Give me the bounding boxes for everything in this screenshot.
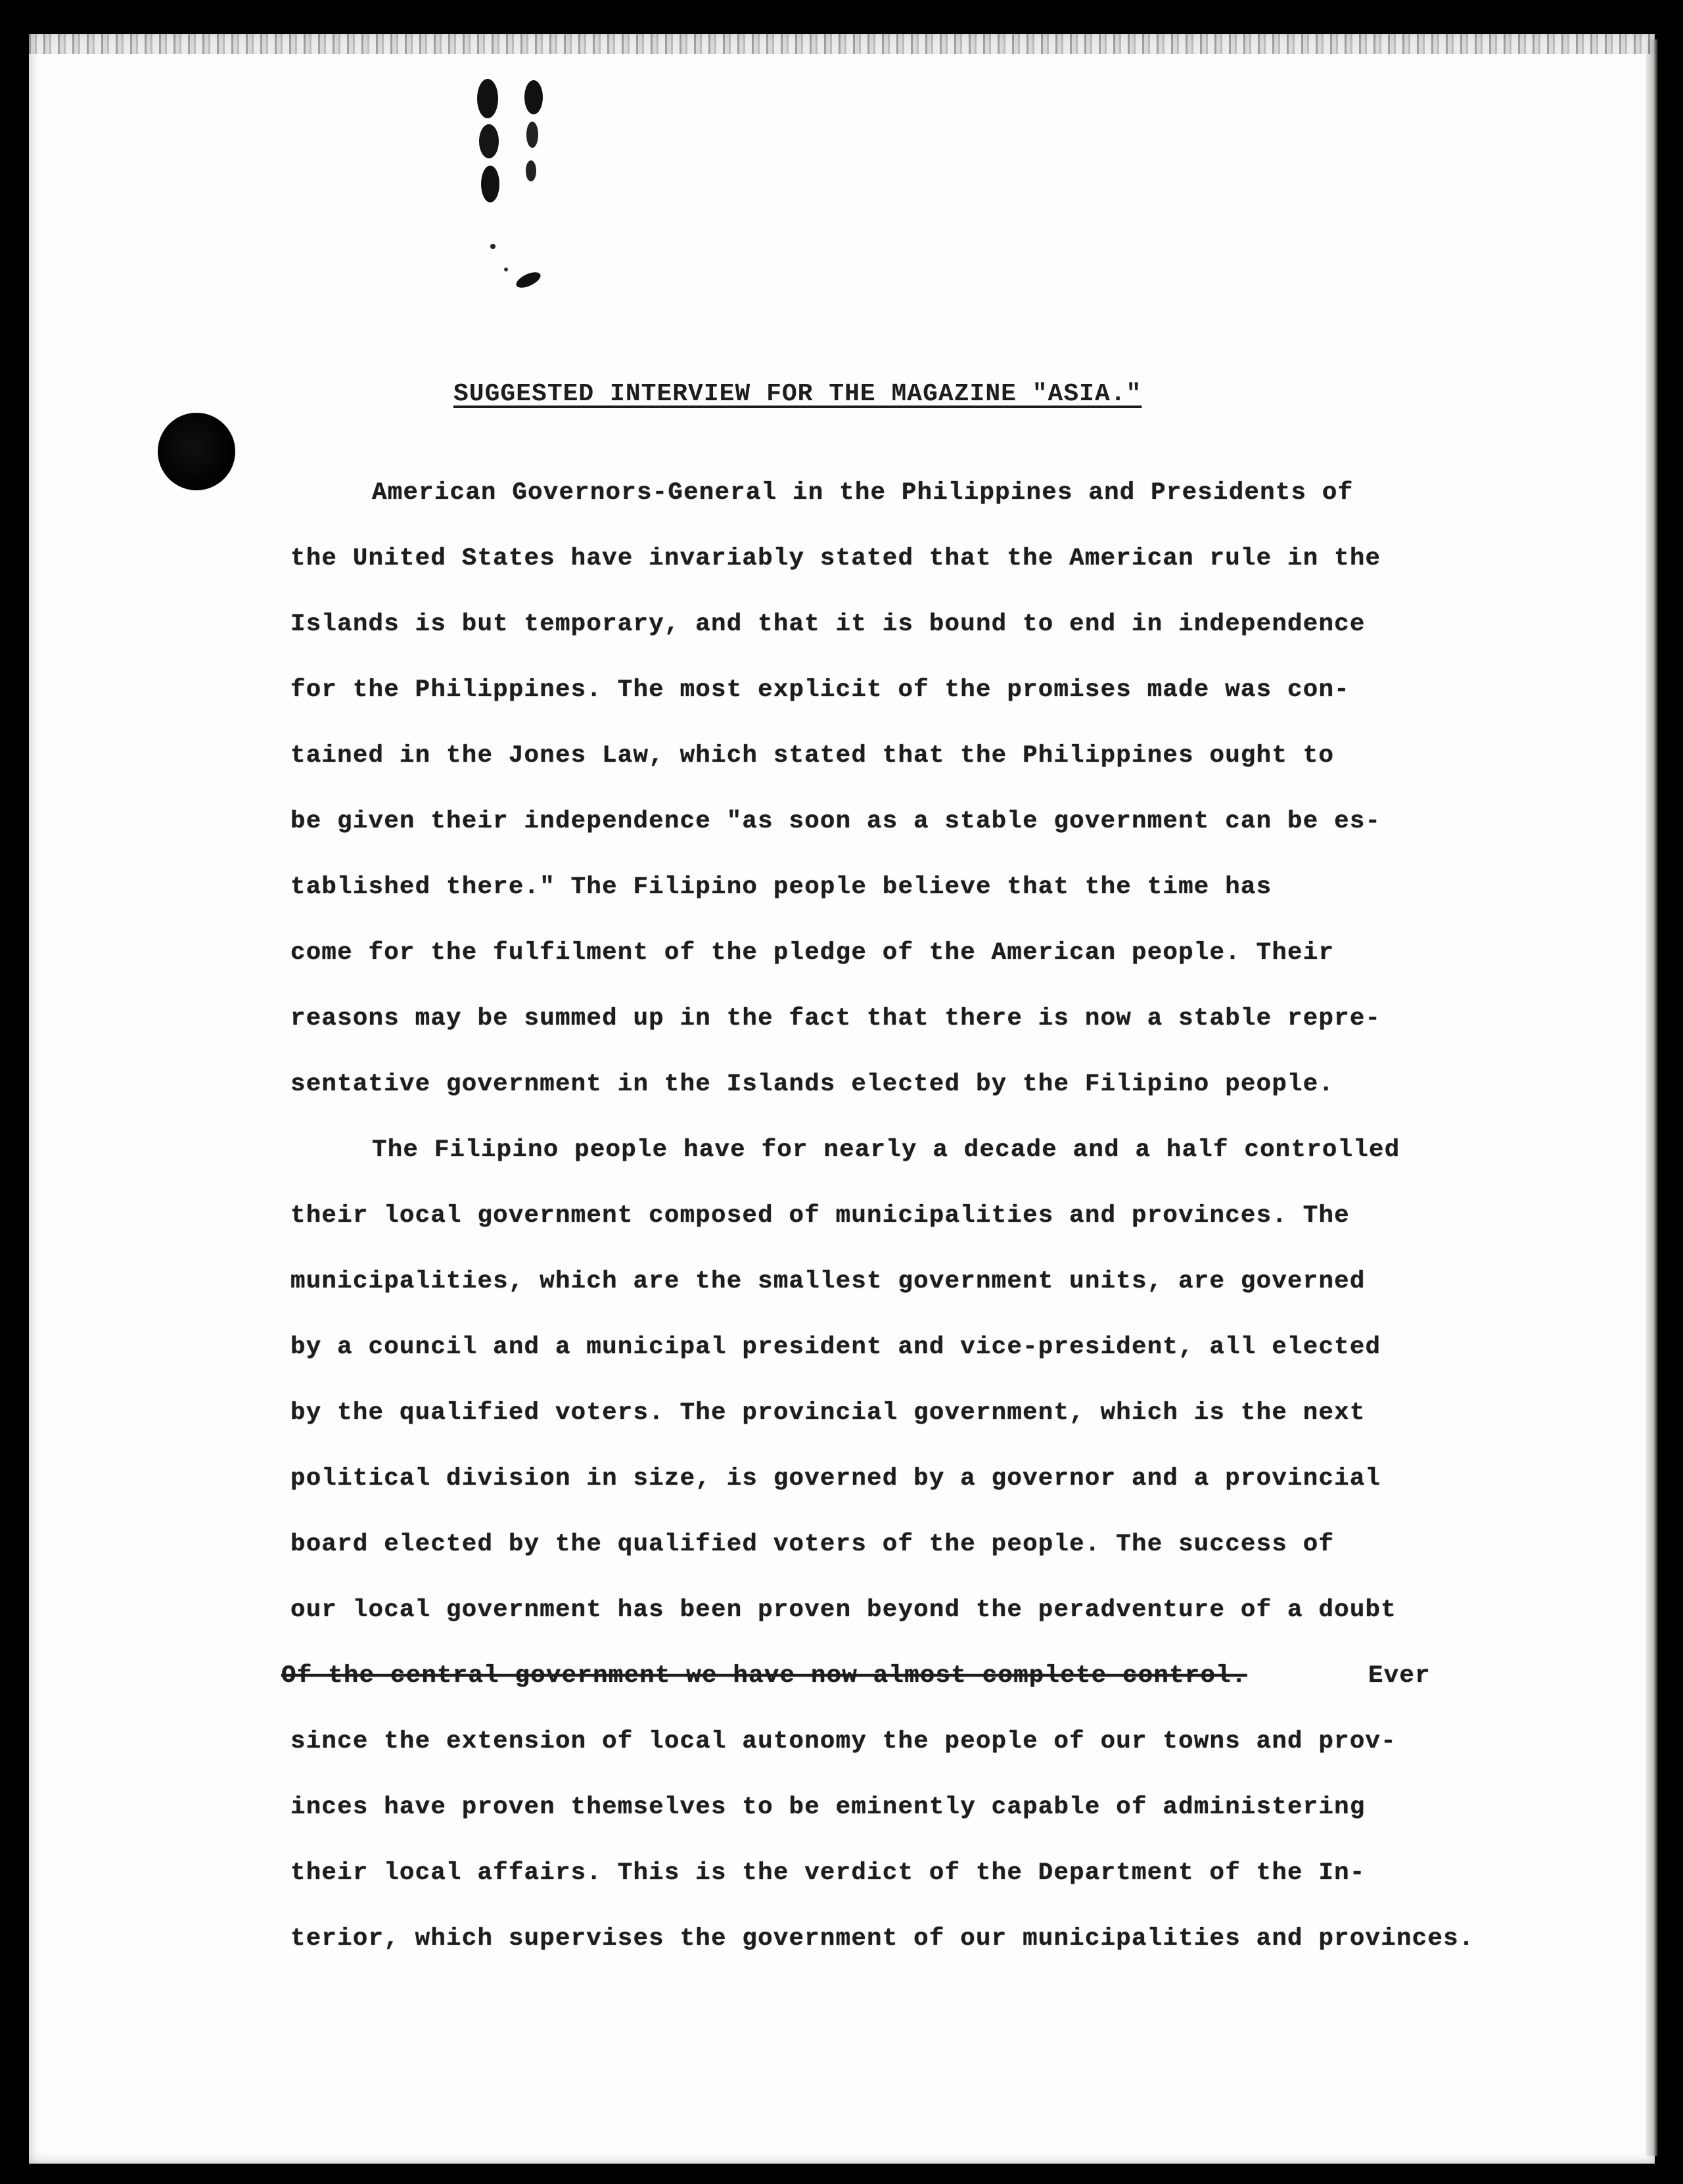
text-line: our local government has been proven beyond the peradventure of a doubt bbox=[290, 1596, 1396, 1624]
text-line: municipalities, which are the smallest government units, are governed bbox=[290, 1268, 1366, 1295]
text-line: reasons may be summed up in the fact that there is now a stable repre- bbox=[290, 1005, 1381, 1033]
text-line: by the qualified voters. The provincial government, which is the next bbox=[290, 1399, 1366, 1427]
text-line: political division in size, is governed by a governor and a provincial bbox=[290, 1465, 1381, 1493]
text-line: their local affairs. This is the verdict of the Department of the In- bbox=[290, 1859, 1366, 1887]
text-line: the United States have invariably stated that the American rule in the bbox=[290, 545, 1381, 572]
text-line: by a council and a municipal president and vice-president, all elected bbox=[290, 1334, 1381, 1361]
text-line: terior, which supervises the government of our municipalities and provinces. bbox=[290, 1925, 1475, 1953]
text-line: American Governors-General in the Philippines and Presidents of bbox=[372, 479, 1354, 507]
text-line: The Filipino people have for nearly a decade and a half controlled bbox=[372, 1136, 1400, 1164]
text-line: their local government composed of municipalities and provinces. The bbox=[290, 1202, 1350, 1230]
text-line: sentative government in the Islands elected by the Filipino people. bbox=[290, 1071, 1335, 1098]
text-line: inces have proven themselves to be eminently capable of administering bbox=[290, 1794, 1366, 1821]
document-title: SUGGESTED INTERVIEW FOR THE MAGAZINE "ASIA." bbox=[453, 380, 1142, 408]
text-line: for the Philippines. The most explicit of the promises made was con- bbox=[290, 676, 1350, 704]
text-line: board elected by the qualified voters of the people. The success of bbox=[290, 1531, 1335, 1558]
text-line: come for the fulfilment of the pledge of the American people. Their bbox=[290, 939, 1335, 967]
text-line: Islands is but temporary, and that it is bound to end in independence bbox=[290, 611, 1366, 638]
text-line: tained in the Jones Law, which stated that the Philippines ought to bbox=[290, 742, 1335, 770]
text-line: since the extension of local autonomy the people of our towns and prov- bbox=[290, 1728, 1396, 1755]
text-line: Ever bbox=[1368, 1662, 1431, 1690]
text-line: tablished there." The Filipino people believe that the time has bbox=[290, 873, 1272, 901]
struck-out-line: Of the central government we have now almost complete control. bbox=[281, 1662, 1247, 1690]
text-line: be given their independence "as soon as a stable government can be es- bbox=[290, 808, 1381, 835]
